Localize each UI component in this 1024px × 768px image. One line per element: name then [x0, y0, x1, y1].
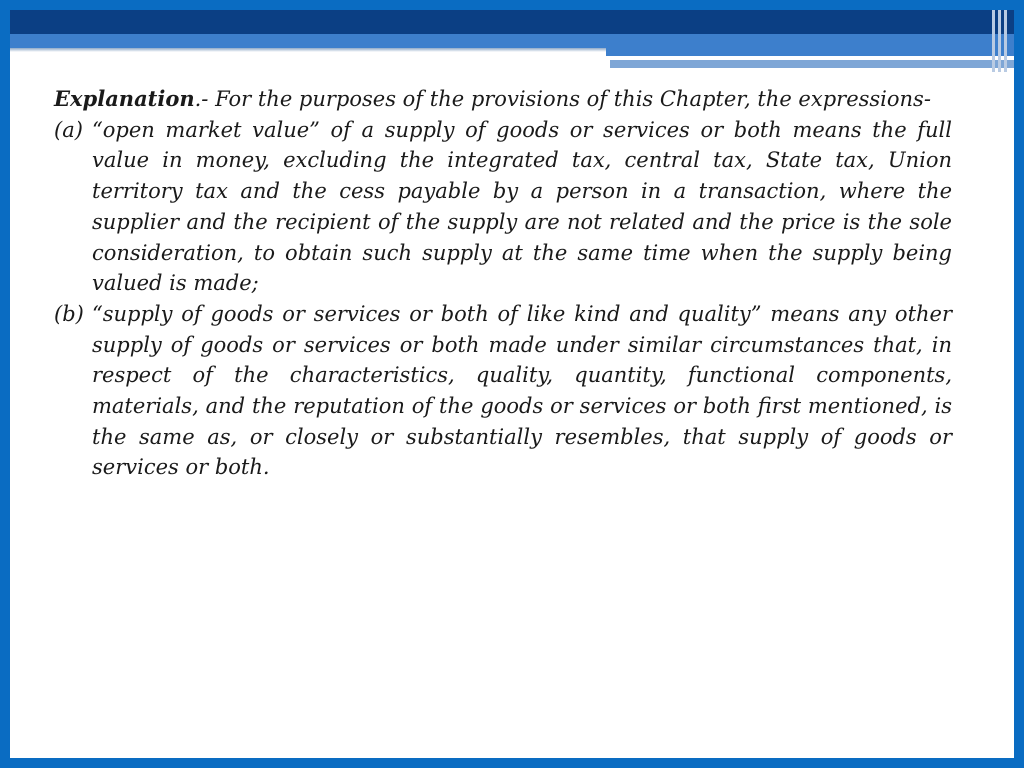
header-stripes — [990, 10, 1014, 72]
header-band-light — [10, 34, 1014, 48]
slide-body — [54, 84, 952, 483]
explanation-paragraph — [54, 84, 952, 115]
header-band-dark — [10, 10, 1014, 34]
item-label: (a) — [54, 117, 83, 142]
definition-item-b — [54, 299, 952, 483]
item-text: “supply of goods or services or both of like kind and quality” means any other supply of goods or services or both made under similar circumstances that, in respect of the characteristics, quality, quantity, functional components, materials, and the reputation of the goods or services or both first mentioned, is the same as, or closely or substantially resembles, that supply of goods or services or both. — [92, 301, 952, 480]
header-band-right — [606, 48, 1014, 56]
header-band-right-lower — [610, 60, 1014, 68]
item-label: (b) — [54, 301, 84, 326]
explanation-text: .- For the purposes of the provisions of this Chapter, the expressions- — [194, 87, 931, 111]
header-band-highlight — [826, 56, 948, 58]
header-band-shadow — [10, 48, 606, 52]
explanation-term: Explanation — [54, 86, 195, 111]
slide-canvas — [10, 10, 1014, 758]
definition-item-a — [54, 115, 952, 299]
item-text: “open market value” of a supply of goods or services or both means the full value in money, excluding the integrated tax, central tax, State tax, Union territory tax and the cess payable by a person in a transaction, where the supplier and the recipient of the supply are not related and the price is the sole consideration, to obtain such supply at the same time when the supply being valued is made; — [92, 117, 952, 296]
